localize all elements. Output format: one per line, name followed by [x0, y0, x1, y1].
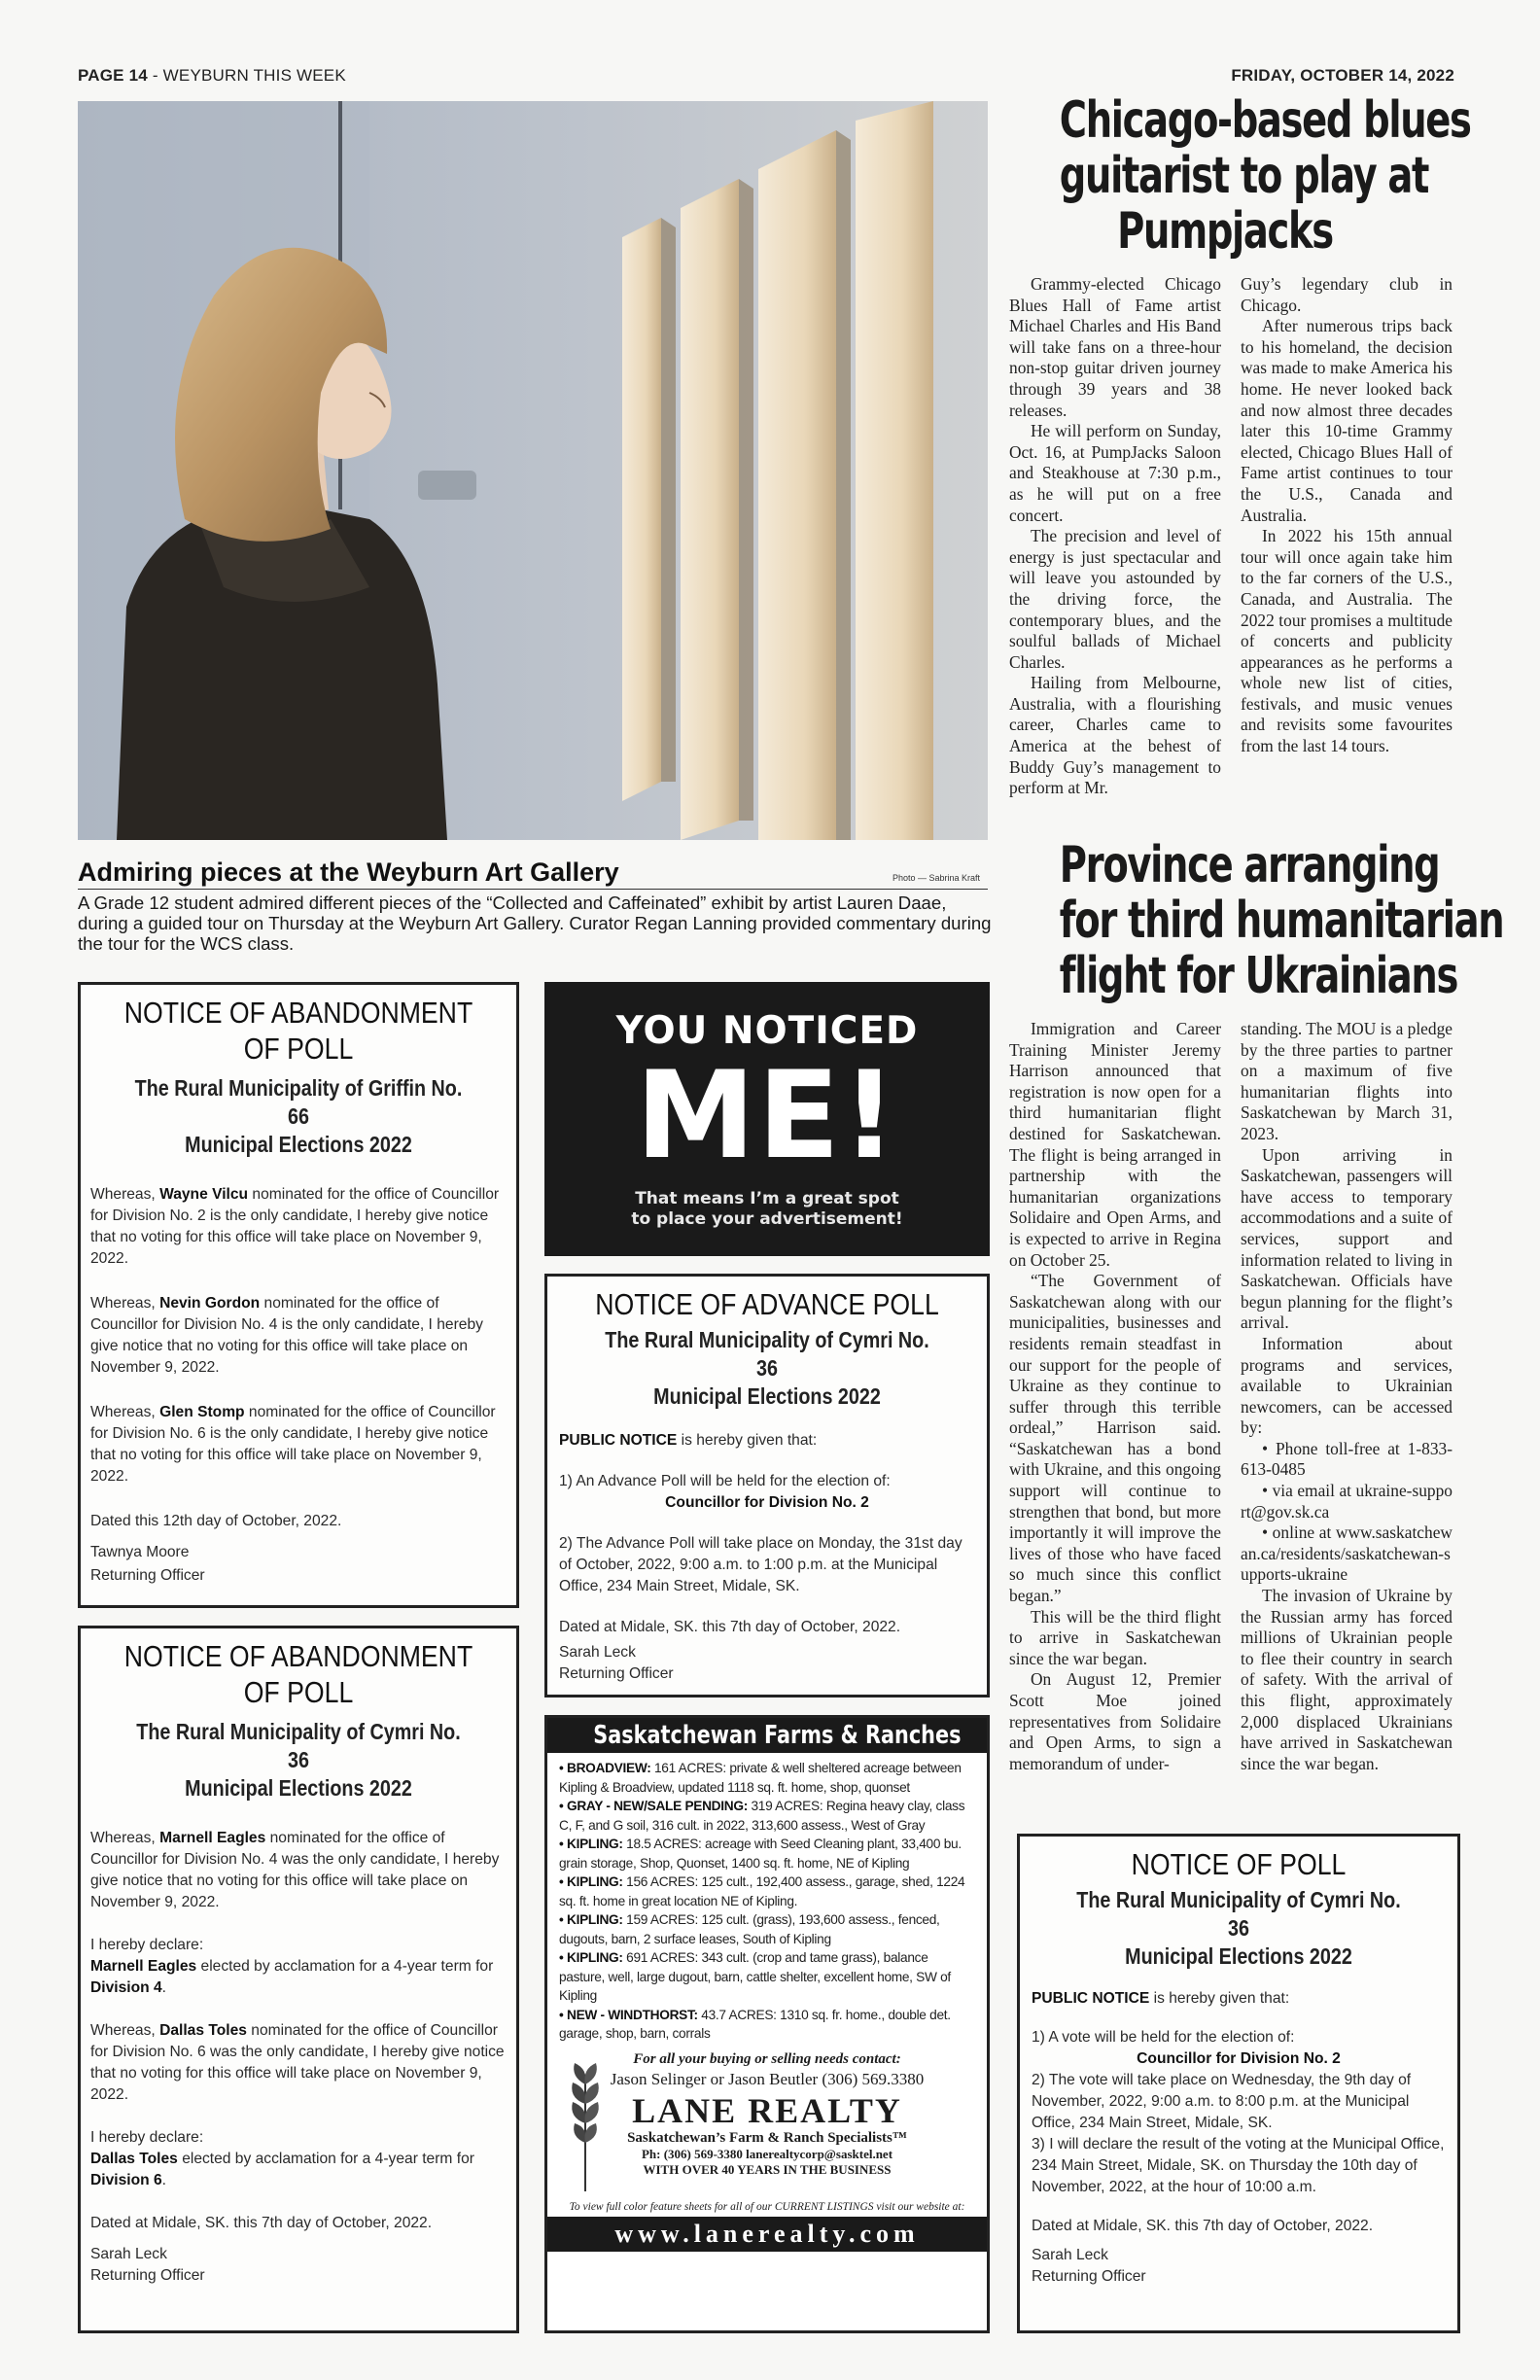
- farms-ad-header-text: Saskatchewan Farms & Ranches: [593, 1721, 962, 1750]
- contact-names: Jason Selinger or Jason Beutler (306) 569.3380: [610, 2069, 925, 2088]
- text: Whereas,: [90, 1830, 160, 1846]
- text: nominated for the office of Councillor for Division No. 6 is the only candidate, I hereby give notice that no voting for this office will take place on November 9, 2022.: [90, 1404, 496, 1485]
- candidate-name: Wayne Vilcu: [159, 1186, 249, 1203]
- paragraph: He will perform on Sunday, Oct. 16, at PumpJacks Saloon and Steakhouse at 7:30 p.m., as he will put on a free concert.: [1009, 421, 1221, 525]
- notice-paragraph: [90, 1293, 507, 1379]
- blues-headline-line: Chicago-based blues: [1059, 91, 1471, 150]
- notice-role: Returning Officer: [1032, 2268, 1146, 2285]
- notice-item: 1) An Advance Poll will be held for the election of:: [559, 1473, 891, 1489]
- notice-subtitle: Municipal Elections 2022: [185, 1132, 412, 1157]
- publication-name: WEYBURN THIS WEEK: [162, 66, 346, 85]
- notice-item: 2) The Advance Poll will take place on Monday, the 31st day of October, 2022, 9:00 a.m. to 1:00 p.m. at the Municipal Office, 234 Main Street, Midale, SK.: [559, 1535, 962, 1594]
- public-notice: [1032, 1988, 1446, 2010]
- notice-item-bold: [559, 1492, 975, 1514]
- notice-dated: Dated at Midale, SK. this 7th day of October, 2022.: [559, 1619, 901, 1635]
- listing-item: [559, 2006, 975, 2044]
- text: nominated for the office of Councillor for Division No. 4 is the only candidate, I hereby give notice that no voting for this office will take place on November 9, 2022.: [90, 1295, 483, 1376]
- notice-paragraph: [90, 1402, 507, 1488]
- declare-label: I hereby declare:: [90, 2129, 204, 2146]
- notice-subtitle: Municipal Elections 2022: [653, 1383, 881, 1409]
- photo-caption-text: A Grade 12 student admired different pieces of the “Collected and Caffeinated” exhibit by artist Lauren Daae, during a guided tour on Thursday at the Weyburn Art Gallery. Curator Regan Lanning provided commentary during the tour for the WCS class.: [78, 892, 992, 954]
- text: elected by acclamation for a 4-year term for: [196, 1958, 494, 1975]
- listing-text: 159 ACRES: 125 cult. (grass), 193,600 assess., fenced, dugouts, barn, 2 surface leases, South of Kipling: [559, 1912, 940, 1946]
- ad-line-2: ME!: [635, 1046, 899, 1186]
- paragraph: After numerous trips back to his homeland, the decision was made to make America his home. He never looked back and now almost three decades later this 10-time Grammy elected, Chicago Blues Hall of Fame artist continues to tour the U.S., Canada and Australia.: [1241, 316, 1452, 525]
- text: Whereas,: [90, 1404, 160, 1420]
- notice-paragraph: [90, 1184, 507, 1270]
- caption-divider: [78, 889, 988, 890]
- division: Division 4: [90, 1979, 162, 1996]
- candidate-name: Dallas Toles: [90, 2151, 178, 2167]
- notice-dated: Dated this 12th day of October, 2022.: [90, 1513, 342, 1529]
- notice-dated: Dated at Midale, SK. this 7th day of October, 2022.: [1032, 2218, 1374, 2234]
- notice-signer: Sarah Leck: [1032, 2247, 1108, 2263]
- text: Whereas,: [90, 1295, 160, 1312]
- candidate-name: Marnell Eagles: [90, 1958, 197, 1975]
- blues-column-2: [1241, 274, 1452, 757]
- notice-paragraph: [90, 2020, 507, 2106]
- notice-item: 2) The vote will take place on Wednesday, the 9th day of November, 2022, 9:00 a.m. to 8:00 p.m. at the Municipal Office, 234 Main Street, Midale, SK.: [1032, 2072, 1412, 2131]
- paragraph: In 2022 his 15th annual tour will once again take him to the far corners of the U.S., Canada, and Australia. The 2022 tour promises a multitude of concerts and publicity appearances as he performs a whole new list of cities, festivals, and music venues and revisits some favourites from the last 14 tours.: [1241, 526, 1452, 756]
- text: nominated for the office of Councillor for Division No. 6 was the only candidate, I hereby give notice that no voting for this office will take place on November 9, 2022.: [90, 2022, 505, 2103]
- lane-experience: WITH OVER 40 YEARS IN THE BUSINESS: [643, 2161, 892, 2177]
- listing-location: • KIPLING:: [559, 1874, 623, 1889]
- listing-location: • KIPLING:: [559, 1837, 623, 1851]
- division: Division 6: [90, 2172, 162, 2188]
- listing-location: • NEW - WINDTHORST:: [559, 2007, 698, 2022]
- text: nominated for the office of Councillor for Division No. 2 is the only candidate, I hereby give notice that no voting for this office will take place on November 9, 2022.: [90, 1186, 500, 1267]
- paragraph: standing. The MOU is a pledge by the three parties to partner on a maximum of five humanitarian flights into Saskatchewan by March 31, 2023.: [1241, 1019, 1452, 1143]
- photo-credit: Photo — Sabrina Kraft: [892, 873, 981, 883]
- notice-title: NOTICE OF ADVANCE POLL: [595, 1287, 939, 1321]
- ukraine-headline-line: flight for Ukrainians: [1059, 947, 1458, 1005]
- contact-line: For all your buying or selling needs contact:: [633, 2050, 901, 2067]
- paragraph: Hailing from Melbourne, Australia, with a flourishing career, Charles came to America at the behest of Buddy Guy’s management to perform at Mr.: [1009, 673, 1221, 798]
- bullet-online: • online at www.saskatchewan.ca/residents/saskatchewan-supports-ukraine: [1241, 1522, 1452, 1585]
- text: .: [161, 2172, 167, 2188]
- notice-advance-poll: [544, 1274, 990, 1698]
- text: Whereas,: [90, 1186, 160, 1203]
- paragraph: This will be the third flight to arrive in Saskatchewan since the war began.: [1009, 1606, 1221, 1668]
- gallery-photo-illustration: [78, 101, 988, 840]
- notice-subtitle: The Rural Municipality of Cymri No. 36: [1076, 1887, 1401, 1941]
- header-separator: -: [147, 66, 163, 85]
- you-noticed-me-ad: [544, 982, 990, 1256]
- date-text: FRIDAY, OCTOBER 14, 2022: [1231, 66, 1454, 85]
- listing-text: 18.5 ACRES: acreage with Seed Cleaning plant, 33,400 bu. grain storage, Shop, Quonset, 1400 sq. ft. home, NE of Kipling: [559, 1837, 962, 1871]
- lane-realty-brand: LANE REALTY: [632, 2090, 902, 2130]
- ukraine-column-2: [1241, 1019, 1452, 1774]
- notice-title: NOTICE OF POLL: [1131, 1847, 1347, 1881]
- candidate-name: Glen Stomp: [159, 1404, 245, 1420]
- notice-item-bold: [1032, 2048, 1446, 2070]
- declare-label: I hereby declare:: [90, 1937, 204, 1953]
- lane-phone-email: Ph: (306) 569-3380 lanerealtycorp@sasktel.net: [641, 2146, 893, 2161]
- ukraine-column-1: [1009, 1019, 1221, 1774]
- listing-text: 691 ACRES: 343 cult. (crop and tame grass), balance pasture, well, large dugout, barn, cattle shelter, excellent home, SW of Kipling: [559, 1950, 951, 2003]
- notice-title: NOTICE OF ABANDONMENT: [123, 1639, 473, 1673]
- ukraine-headline-line: Province arranging: [1059, 836, 1440, 894]
- paragraph: The invasion of Ukraine by the Russian army has forced millions of Ukrainian people to flee their country in search of safety. With the arrival of this flight, approximately 2,000 displaced Ukrainians have arrived in Saskatchewan since the war began.: [1241, 1586, 1452, 1773]
- notice-title: NOTICE OF ABANDONMENT: [123, 996, 473, 1030]
- candidate-name: Nevin Gordon: [159, 1295, 261, 1312]
- listing-list: [547, 1753, 987, 2044]
- listing-location: • BROADVIEW:: [559, 1761, 651, 1775]
- notice-title: OF POLL: [243, 1032, 354, 1066]
- paragraph: On August 12, Premier Scott Moe joined representatives from Solidaire and Open Arms, to sign a memorandum of under-: [1009, 1669, 1221, 1773]
- notice-subtitle: Municipal Elections 2022: [185, 1775, 412, 1801]
- blues-headline-line: guitarist to play at: [1059, 147, 1429, 205]
- listing-item: [559, 1872, 975, 1910]
- candidate-name: Dallas Toles: [159, 2022, 247, 2039]
- notice-subtitle: The Rural Municipality of Cymri No. 36: [136, 1719, 461, 1772]
- listing-item: [559, 1797, 975, 1835]
- page-header-left: [78, 66, 346, 86]
- blues-headline-line: Pumpjacks: [1117, 202, 1333, 261]
- public-notice: [559, 1430, 975, 1452]
- notice-signer: Sarah Leck: [90, 2246, 167, 2262]
- notice-signer: Sarah Leck: [559, 1644, 636, 1661]
- ad-line-3: That means I’m a great spot: [635, 1189, 899, 1208]
- notice-abandonment-griffin: [78, 982, 519, 1608]
- paragraph: Information about programs and services, available to Ukrainian newcomers, can be accessed by:: [1241, 1333, 1452, 1438]
- notice-item: 3) I will declare the result of the voting at the Municipal Office, 234 Main Street, Midale, SK. on Thursday the 10th day of November, 2022, at the hour of 10:00 a.m.: [1032, 2136, 1445, 2195]
- ukraine-headline-line: for third humanitarian: [1059, 892, 1504, 950]
- notice-title: OF POLL: [243, 1675, 354, 1709]
- declaration: [90, 1956, 507, 1999]
- office-name: Councillor for Division No. 2: [1137, 2050, 1341, 2067]
- blues-headline: [1059, 91, 1471, 261]
- paragraph: Immigration and Career Training Minister Jeremy Harrison announced that registration is now open for a third humanitarian flight destined for Saskatchewan. The flight is being arranged in partnership with the humanitarian organizations Solidaire and Open Arms, and is expected to arrive in Regina on October 25.: [1009, 1019, 1221, 1270]
- listing-text: 43.7 ACRES: 1310 sq. fr. home., double det. garage, shop, barn, corrals: [559, 2007, 951, 2041]
- listing-location: • KIPLING:: [559, 1950, 623, 1965]
- listing-item: [559, 1759, 975, 1797]
- office-name: Councillor for Division No. 2: [665, 1494, 869, 1511]
- blues-column-1: [1009, 274, 1221, 799]
- listing-item: [559, 1948, 975, 2006]
- view-listings-line: To view full color feature sheets for all of our CURRENT LISTINGS visit our website at:: [569, 2200, 965, 2213]
- notice-of-poll: [1017, 1834, 1460, 2333]
- declaration: [90, 2149, 507, 2191]
- listing-item: [559, 1835, 975, 1872]
- text: elected by acclamation for a 4-year term for: [177, 2151, 474, 2167]
- page-date: [1231, 66, 1454, 86]
- public-notice-label: PUBLIC NOTICE: [559, 1432, 678, 1449]
- text: nominated for the office of Councillor for Division No. 4 was the only candidate, I hereby give notice that no voting for this office will take place on November 9, 2022.: [90, 1830, 500, 1910]
- listing-text: 319 ACRES: Regina heavy clay, class C, F, and G soil, 316 cult. in 2022, 313,600 assess., West of Gray: [559, 1799, 965, 1833]
- bullet-email: • via email at ukraine-support@gov.sk.ca: [1241, 1481, 1452, 1522]
- paragraph: The precision and level of energy is just spectacular and will leave you astounded by the driving force, the contemporary blues, and the soulful ballads of Michael Charles.: [1009, 526, 1221, 672]
- wheat-icon: [561, 2055, 610, 2191]
- notice-role: Returning Officer: [90, 1567, 205, 1584]
- notice-abandonment-cymri: [78, 1626, 519, 2333]
- notice-role: Returning Officer: [559, 1665, 674, 1682]
- ukraine-headline: [1059, 836, 1504, 1005]
- notice-signer: Tawnya Moore: [90, 1544, 190, 1560]
- listing-text: 161 ACRES: private & well sheltered acreage between Kipling & Broadview, updated 1118 sq. ft. home, shop, quonset: [559, 1761, 962, 1795]
- farms-ad-header: [547, 1718, 987, 1753]
- candidate-name: Marnell Eagles: [159, 1830, 266, 1846]
- listing-text: 156 ACRES: 125 cult., 192,400 assess., garage, shed, 1224 sq. ft. home in great location NE of Kipling.: [559, 1874, 965, 1908]
- farms-ranches-ad: [544, 1715, 990, 2333]
- notice-paragraph: [90, 1828, 507, 1913]
- notice-subtitle: The Rural Municipality of Cymri No. 36: [605, 1327, 929, 1381]
- paragraph: Guy’s legendary club in Chicago.: [1241, 274, 1452, 315]
- notice-dated: Dated at Midale, SK. this 7th day of October, 2022.: [90, 2215, 433, 2231]
- public-notice-label: PUBLIC NOTICE: [1032, 1990, 1150, 2007]
- notice-subtitle: The Rural Municipality of Griffin No. 66: [134, 1075, 463, 1129]
- listing-item: [559, 1910, 975, 1948]
- lane-website-link[interactable]: www.lanerealty.com: [547, 2217, 987, 2252]
- listing-location: • KIPLING:: [559, 1912, 623, 1927]
- notice-role: Returning Officer: [90, 2267, 205, 2284]
- paragraph: Upon arriving in Saskatchewan, passengers will have access to temporary accommodations and a suite of services, support and information related to living in Saskatchewan. Officials have begun planning for the flight’s arrival.: [1241, 1144, 1452, 1333]
- paragraph: Grammy-elected Chicago Blues Hall of Fame artist Michael Charles and His Band will take fans on a three-hour non-stop guitar driven journey through 39 years and 38 releases.: [1009, 274, 1221, 420]
- photo-caption-title: Admiring pieces at the Weyburn Art Gallery: [78, 858, 619, 887]
- text: is hereby given that:: [1149, 1990, 1290, 2007]
- ad-line-4: to place your advertisement!: [631, 1209, 903, 1229]
- notice-item: 1) A vote will be held for the election of:: [1032, 2029, 1295, 2046]
- text: is hereby given that:: [677, 1432, 818, 1449]
- page-number: PAGE 14: [78, 66, 148, 85]
- text: Whereas,: [90, 2022, 160, 2039]
- lane-realty-block: [547, 2051, 987, 2197]
- paragraph: “The Government of Saskatchewan along with our municipalities, businesses and residents remain steadfast in our support for the people of Ukraine as they continue to suffer through this terrible ordeal,” Harrison said. “Saskatchewan has a bond with Ukraine, and this ongoing support will continue to strengthen that bond, but more importantly it will improve the lives of those who have faced so much since this conflict began.”: [1009, 1271, 1221, 1606]
- bullet-phone: • Phone toll-free at 1-833-613-0485: [1241, 1438, 1452, 1480]
- text: .: [161, 1979, 167, 1996]
- lane-tagline: Saskatchewan’s Farm & Ranch Specialists™: [627, 2129, 907, 2146]
- listing-location: • GRAY - NEW/SALE PENDING:: [559, 1799, 748, 1813]
- notice-subtitle: Municipal Elections 2022: [1125, 1943, 1352, 1969]
- ad-line-1: YOU NOTICED: [615, 1009, 919, 1053]
- gallery-photo: [78, 101, 988, 840]
